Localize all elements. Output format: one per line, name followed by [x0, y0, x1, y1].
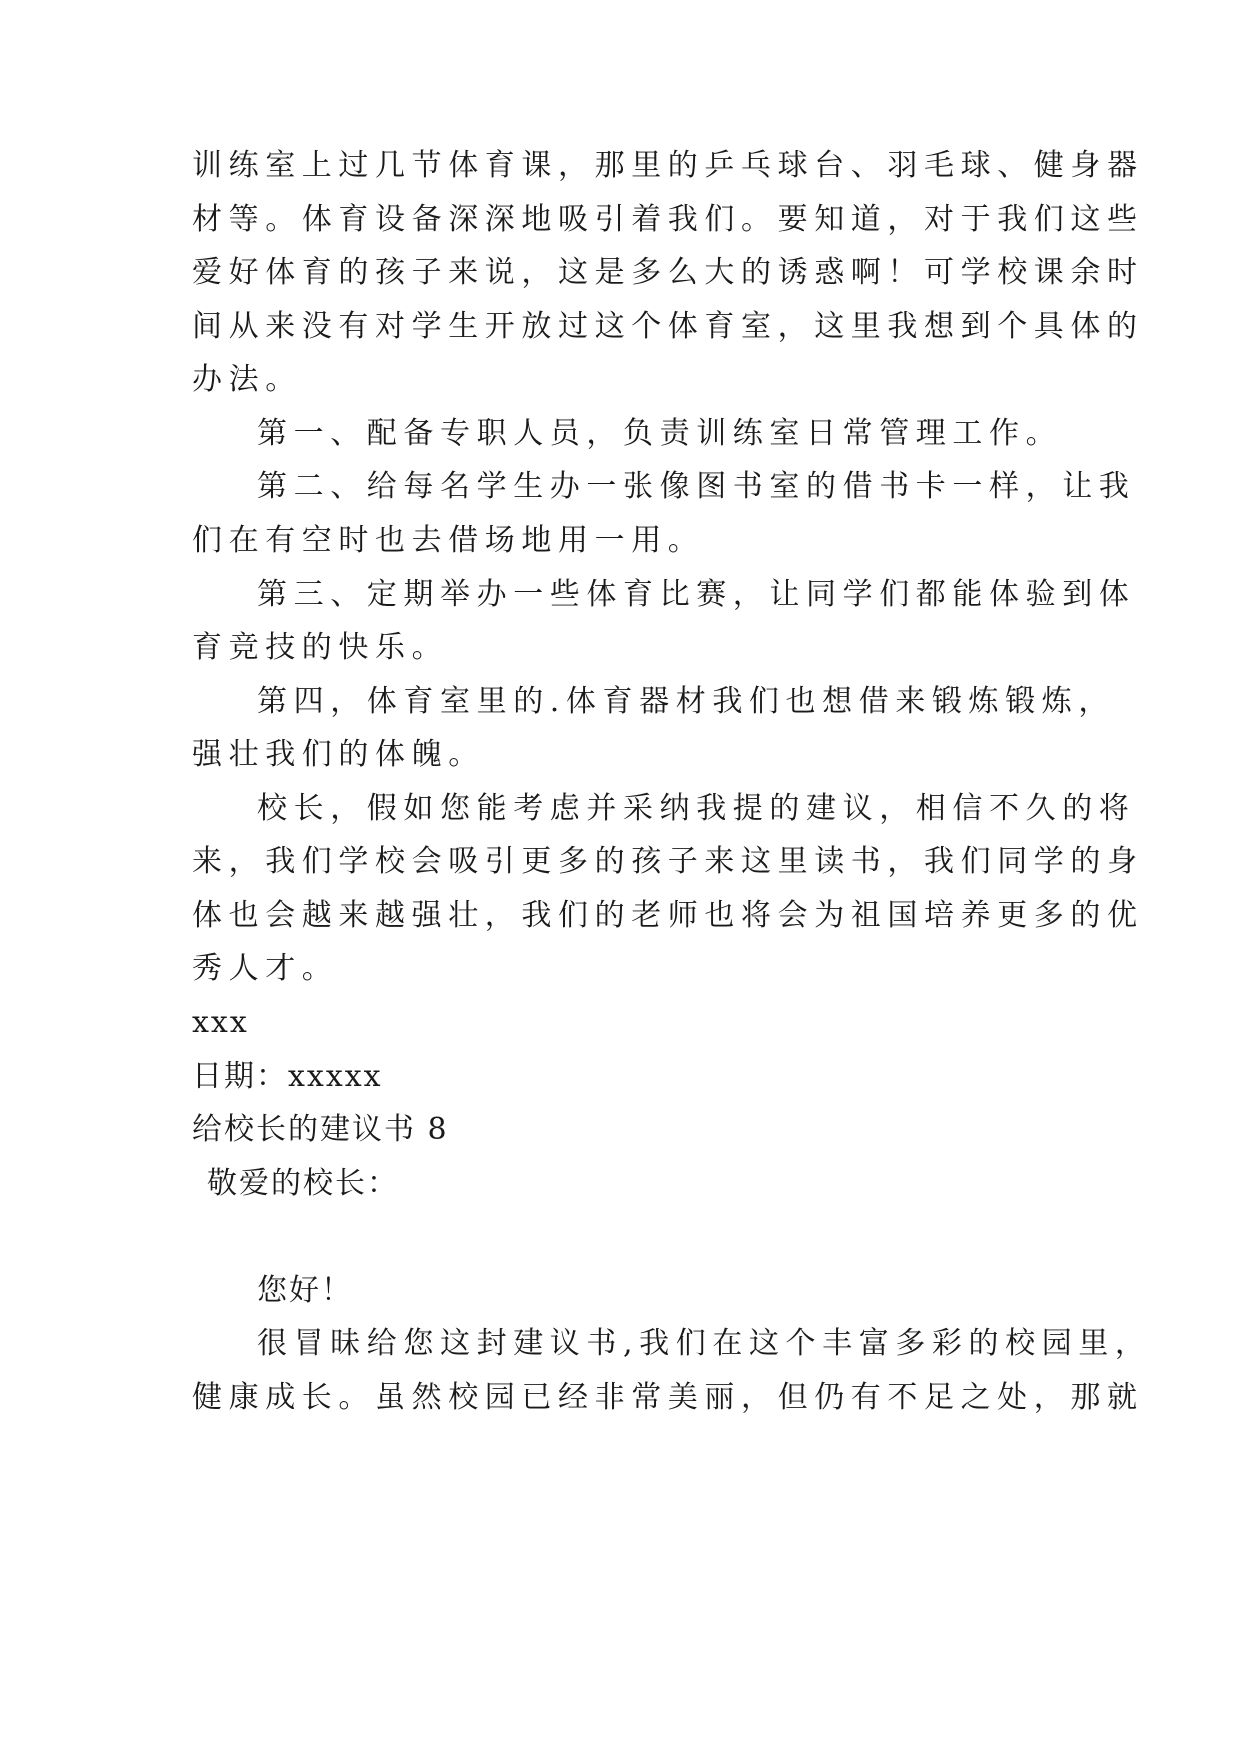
- list-item-third: 第三、定期举办一些体育比赛，让同学们都能体验到体: [257, 577, 1136, 612]
- section-title: 给校长的建议书 8: [192, 1112, 449, 1147]
- body-text-line: 爱好体育的孩子来说，这是多么大的诱惑啊！可学校课余时: [192, 255, 1144, 290]
- body-text-line: 健康成长。虽然校园已经非常美丽，但仍有不足之处，那就: [192, 1380, 1144, 1415]
- body-text-line: 体也会越来越强壮，我们的老师也将会为祖国培养更多的优: [192, 898, 1144, 933]
- list-item-first: 第一、配备专职人员，负责训练室日常管理工作。: [257, 416, 1063, 451]
- body-text-line: 们在有空时也去借场地用一用。: [192, 523, 705, 558]
- body-text-line: 办法。: [192, 362, 302, 397]
- body-text-line: 来，我们学校会吸引更多的孩子来这里读书，我们同学的身: [192, 844, 1144, 879]
- salutation: 敬爱的校长：: [207, 1166, 399, 1201]
- body-text-line: 秀人才。: [192, 951, 339, 986]
- list-item-second: 第二、给每名学生办一张像图书室的借书卡一样，让我: [257, 469, 1136, 504]
- body-text-line: 间从来没有对学生开放过这个体育室，这里我想到个具体的: [192, 309, 1144, 344]
- list-item-fourth: 第四，体育室里的.体育器材我们也想借来锻炼锻炼，: [257, 684, 1115, 719]
- body-text-line: 育竞技的快乐。: [192, 630, 449, 665]
- body-text-line: 很冒昧给您这封建议书,我们在这个丰富多彩的校园里，: [257, 1326, 1152, 1361]
- closing-paragraph-line: 校长，假如您能考虑并采纳我提的建议，相信不久的将: [257, 791, 1136, 826]
- greeting: 您好！: [257, 1273, 353, 1308]
- body-text-line: 训练室上过几节体育课，那里的乒乓球台、羽毛球、健身器: [192, 148, 1144, 183]
- body-text-line: 材等。体育设备深深地吸引着我们。要知道，对于我们这些: [192, 202, 1144, 237]
- date-line: 日期：xxxxx: [192, 1059, 383, 1094]
- signature: xxx: [192, 1005, 249, 1040]
- body-text-line: 强壮我们的体魄。: [192, 737, 485, 772]
